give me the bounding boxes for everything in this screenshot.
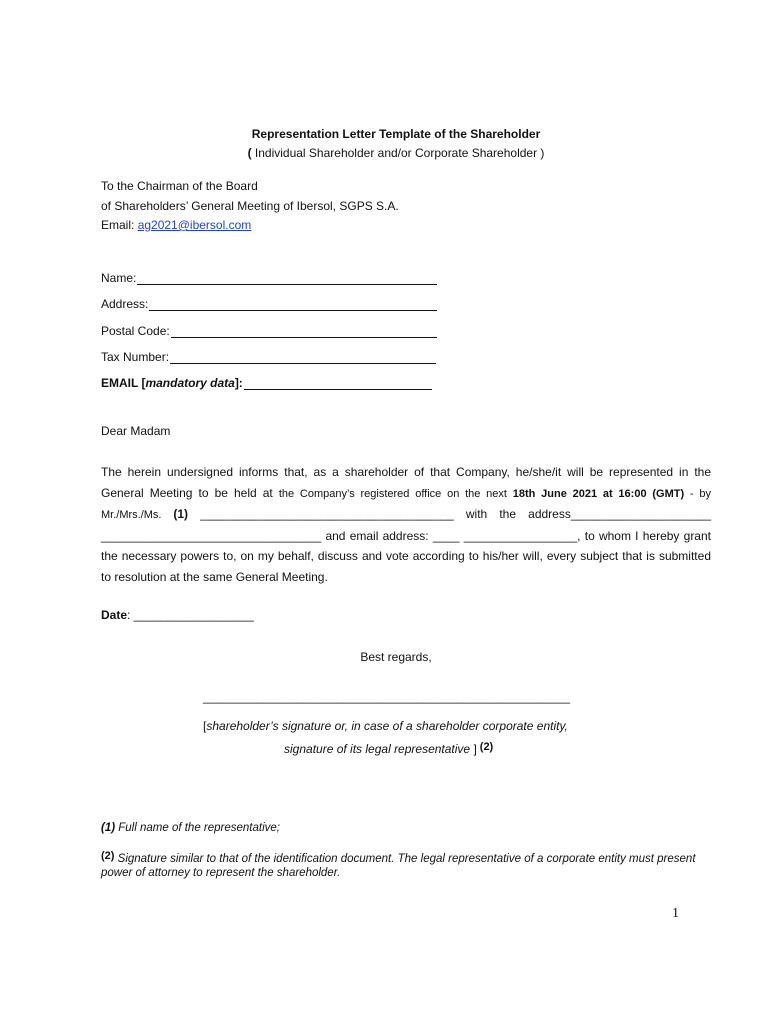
meeting-date: 18th June 2021 at 16:00 (GMT)	[512, 487, 685, 500]
signature-caption-1-text: shareholder’s signature or, in case of a shareholder corporate entity,	[206, 719, 568, 733]
body-text-1: The herein undersigned informs that, as a shareholder of that Company, he/she/it will be represented in the General Meeting to be held at	[101, 465, 711, 500]
signature-caption-2	[284, 742, 493, 756]
tax-number-line[interactable]	[170, 351, 436, 364]
subtitle-paren: (	[247, 146, 252, 160]
recipient-email	[101, 218, 251, 232]
recipient-line-1: To the Chairman of the Board	[101, 179, 258, 193]
footnote-2-ref: (2)	[101, 850, 115, 862]
name-label: Name:	[101, 271, 137, 285]
date-line	[101, 608, 254, 622]
footnote-ref-2: (2)	[479, 741, 494, 753]
name-line[interactable]	[137, 272, 437, 285]
address-line[interactable]	[149, 298, 437, 311]
postal-code-field[interactable]	[101, 324, 437, 338]
email-label-end: ]:	[234, 376, 243, 390]
signature-caption-1	[203, 719, 568, 733]
signature-bracket-open: [	[203, 719, 207, 733]
body-text-4: ______________________________________ with the address_____________________ _________________________________ and email address: ____ _________________, to whom I hereby grant the necessary powers to, on my behalf, discuss and vote according to his/her will, every subject that is submitted to resolution at the same General Meeting.	[101, 507, 711, 584]
footnote-1-text: Full name of the representative;	[115, 822, 280, 834]
page-number: 1	[672, 906, 679, 921]
date-label: Date	[101, 608, 128, 622]
postal-code-line[interactable]	[171, 325, 437, 338]
tax-number-label: Tax Number:	[101, 350, 170, 364]
body-text-3: - by Mr./Mrs./Ms.	[101, 487, 711, 521]
email-label-italic: mandatory data	[145, 376, 235, 390]
address-label: Address:	[101, 297, 149, 311]
email-line[interactable]	[244, 377, 432, 390]
footnote-1-ref: (1)	[101, 822, 116, 834]
date-blank: : __________________	[127, 608, 254, 622]
email-label-start: EMAIL [	[101, 376, 146, 390]
name-field[interactable]	[101, 271, 437, 285]
recipient-line-2: of Shareholders’ General Meeting of Ibersol, SGPS S.A.	[101, 199, 399, 213]
footnote-1	[101, 821, 721, 835]
tax-number-field[interactable]	[101, 350, 436, 364]
address-field[interactable]	[101, 297, 437, 311]
footnote-ref-1: (1)	[173, 507, 189, 521]
body-paragraph	[101, 462, 711, 587]
document-subtitle	[0, 146, 770, 160]
signature-bracket-close: ]	[470, 742, 477, 756]
signature-line[interactable]: _______________________________________________________	[203, 690, 571, 704]
salutation: Dear Madam	[101, 424, 171, 438]
subtitle-text: Individual Shareholder and/or Corporate Shareholder )	[251, 146, 545, 160]
footnote-2	[101, 852, 721, 880]
recipient-email-link[interactable]: ag2021@ibersol.com	[137, 218, 252, 232]
postal-code-label: Postal Code:	[101, 324, 170, 338]
footnote-2-text: Signature similar to that of the identification document. The legal representative of a corporate entity must present power of attorney to represent the shareholder.	[101, 853, 696, 879]
closing: Best regards,	[360, 650, 432, 664]
email-field[interactable]	[101, 376, 432, 390]
document-title: Representation Letter Template of the Shareholder	[251, 127, 541, 141]
signature-caption-2-text: signature of its legal representative	[284, 742, 471, 756]
recipient-email-label: Email:	[101, 218, 138, 232]
body-text-2: the Company’s registered office on the next	[278, 487, 513, 500]
